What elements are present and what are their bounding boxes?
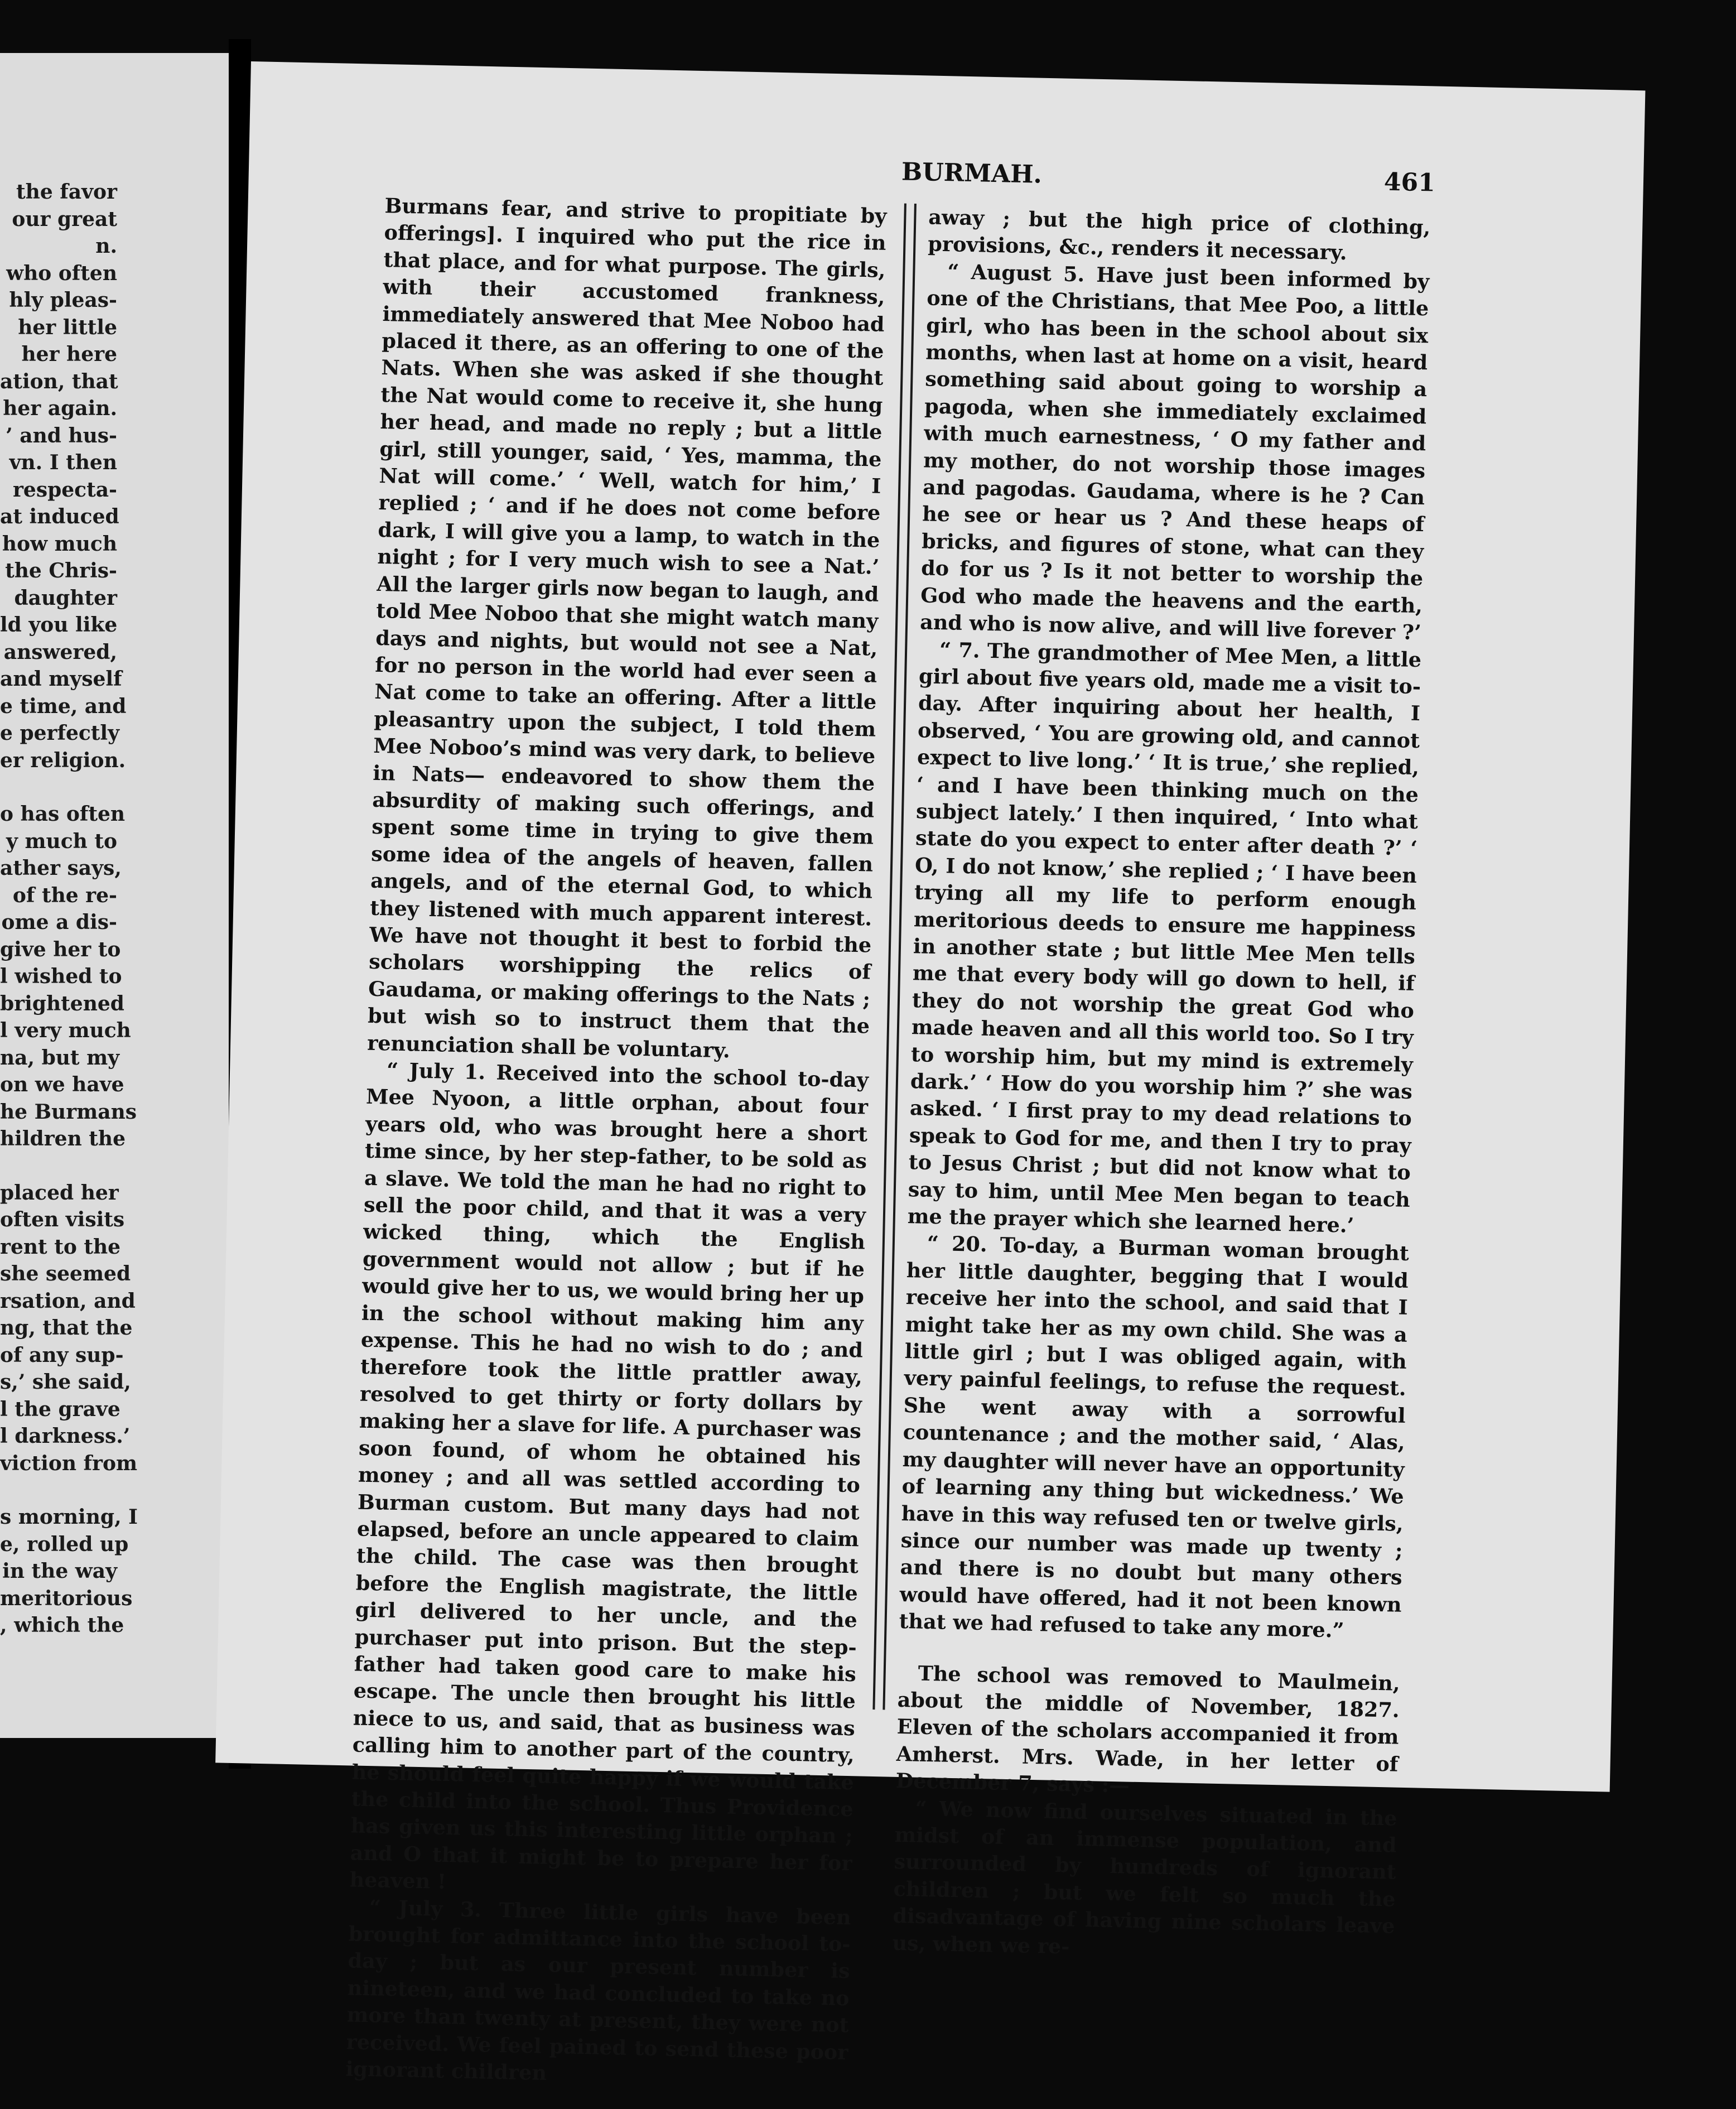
paragraph: “ We now find ourselves situated in the midst of an immense population, and surrounded by hundreds of ignorant children ; but we felt so much the disadvantage of having nine scholars leave us, when we re-: [892, 1796, 1397, 1959]
line-fragment: ation, that: [0, 369, 118, 393]
line-fragment: her here: [21, 343, 117, 366]
line-fragment: na, but my: [0, 1046, 120, 1070]
paragraph: “ July 3. Three little girls have been brought for admittance into the school to-day ; but as our present number is nineteen, and we had concluded to take no more than twenty at present, they were not received. We feel pained to send these poor ignorant children: [345, 1895, 852, 2085]
line-fragment: the Chris-: [5, 559, 117, 582]
line-fragment: l very much: [0, 1019, 131, 1042]
line-fragment: vn. I then: [9, 451, 117, 474]
line-fragment: how much: [2, 532, 117, 556]
line-fragment: who often: [6, 261, 117, 285]
paragraph-gap: [0, 1153, 117, 1179]
line-fragment: s,’ she said,: [0, 1370, 131, 1394]
line-fragment: her little: [18, 315, 117, 339]
line-fragment: rsation, and: [0, 1289, 136, 1313]
running-head: [249, 144, 1643, 198]
line-fragment: the favor: [16, 180, 117, 204]
line-fragment: rent to the: [0, 1235, 121, 1259]
line-fragment: her again.: [3, 397, 117, 420]
line-fragment: placed her: [0, 1181, 119, 1205]
line-fragment: o has often: [0, 802, 126, 826]
text-column-right: [892, 204, 1431, 1967]
page-461: [215, 61, 1645, 2085]
line-fragment: l the grave: [0, 1397, 120, 1421]
line-fragment: of the re-: [12, 883, 117, 907]
previous-page-text-column: [0, 179, 138, 1639]
line-fragment: respecta-: [12, 478, 117, 502]
page-number: 461: [1383, 167, 1436, 198]
line-fragment: on we have: [0, 1073, 124, 1096]
paragraph: “ July 1. Received into the school to-day Mee Nyoon, a little orphan, about four years old, who was brought here a short time since, by her step-father, to be sold as a slave. We told the man he had no right to sell the poor child, and that it was a very wicked thing, which the English government would not allow ; but if he would give her to us, we would bring her up in the school without making him any expense. This he had no wish to do ; and therefore took the little prattler away, resolved to get thirty or forty dollars by making her a slave for life. A purchaser was soon found, of whom he obtained his money ; and all was settled according to Burman custom. But many days had not elapsed, before an uncle appeared to claim the child. The case was then brought before the English magistrate, the little girl delivered to her uncle, and the purchaser put into prison. But the step-father had taken good care to make his escape. The uncle then brought his little niece to us, and said, that as business was calling him to another part of the country, he should feel quite happy if we would take the child into the school. Thus Providence has given us this interesting little orphan ; and O that it might be to prepare her for heaven !: [349, 1058, 869, 1894]
paragraph: The school was removed to Maulmein, about the middle of November, 1827. Eleven of the scholars accompanied it from Amherst. Mrs. Wade, in her letter of December 7, says :—: [895, 1661, 1401, 1798]
paragraph: Burmans fear, and strive to propitiate by offerings]. I inquired who put the rice in that place, and for what purpose. The girls, with their accustomed frankness, immediately answered that Mee Noboo had placed it there, as an offering to one of the Nats. When she was asked if she thought the Nat would come to receive it, she hung her head, and made no reply ; but a little girl, still younger, said, ‘ Yes, mamma, the Nat will come.’ ‘ Well, watch for him,’ I replied ; ‘ and if he does not come before dark, I will give you a lamp, to watch in the night ; for I very much wish to see a Nat.’ All the larger girls now began to laugh, and told Mee Noboo that she might watch many days and nights, but would not see a Nat, for no person in the world had ever seen a Nat come to take an offering. After a little pleasantry upon the subject, I told them Mee Noboo’s mind was very dark, to believe in Nats— endeavored to show them the absurdity of making such offerings, and spent some time in trying to give them some idea of the angels of heaven, fallen angels, and of the eternal God, to which they listened with much apparent interest. We have not thought it best to forbid the scholars worshipping the relics of Gaudama, or making offerings to the Nats ; but wish so to instruct them that the renunciation shall be voluntary.: [367, 194, 887, 1062]
line-fragment: she seemed: [0, 1262, 131, 1285]
paragraph-gap: [0, 1477, 117, 1504]
line-fragment: ome a dis-: [1, 911, 117, 934]
line-fragment: y much to: [6, 829, 117, 853]
running-head-title: BURMAH.: [901, 157, 1043, 189]
line-fragment: ng, that the: [0, 1316, 133, 1340]
paragraph: “ 7. The grandmother of Mee Men, a little girl about five years old, made me a visit to-day. After inquiring about her health, I observed, ‘ You are growing old, and cannot expect to live long.’ ‘ It is true,’ she replied, ‘ and I have been thinking much on the subject lately.’ I then inquired, ‘ Into what state do you expect to enter after death ?’ ‘ O, I do not know,’ she replied ; ‘ I have been trying all my life to perform enough meritorious deeds to ensure me happiness in another state ; but little Mee Men tells me that every body will go down to hell, if they do not worship the great God who made heaven and all this world too. So I try to worship him, but my mind is extremely dark.’ ‘ How do you worship him ?’ she was asked. ‘ I first pray to my dead relations to speak to God for me, and then I try to pray to Jesus Christ ; but did not know what to say to him, until Mee Men began to teach me the prayer which she learned here.’: [907, 637, 1422, 1238]
line-fragment: he Burmans: [0, 1100, 137, 1124]
line-fragment: ather says,: [0, 856, 122, 880]
line-fragment: in the way: [2, 1559, 117, 1583]
line-fragment: of any sup-: [0, 1343, 124, 1367]
line-fragment: n.: [95, 234, 117, 258]
line-fragment: and myself: [0, 667, 122, 691]
line-fragment: l darkness.’: [0, 1424, 131, 1448]
line-fragment: l wished to: [0, 965, 122, 988]
line-fragment: often visits: [0, 1208, 125, 1231]
paragraph-gap: [0, 774, 117, 801]
line-fragment: e, rolled up: [0, 1532, 129, 1556]
line-fragment: er religion.: [0, 748, 126, 772]
line-fragment: hly pleas-: [9, 288, 117, 312]
line-fragment: e perfectly: [0, 721, 120, 745]
line-fragment: answered,: [3, 640, 117, 664]
line-fragment: hildren the: [0, 1127, 126, 1150]
line-fragment: , which the: [0, 1614, 124, 1637]
line-fragment: e time, and: [0, 694, 127, 718]
line-fragment: our great: [12, 207, 117, 231]
line-fragment: ’ and hus-: [6, 423, 117, 447]
text-column-left: [345, 192, 887, 2093]
line-fragment: ld you like: [0, 613, 118, 637]
line-fragment: at induced: [0, 505, 119, 528]
line-fragment: s morning, I: [0, 1505, 138, 1529]
line-fragment: viction from: [0, 1451, 138, 1475]
paragraph: “ 20. To-day, a Burman woman brought her little daughter, begging that I would receive her into the school, and said that I might take her as my own child. She was a little girl ; but I was obliged again, with very painful feelings, to refuse the request. She went away with a sorrowful countenance ; and the mother said, ‘ Alas, my daughter will never have an opportunity of learning any thing but wickedness.’ We have in this way refused ten or twelve girls, since our number was made up twenty ; and there is no doubt but many others would have offered, had it not been known that we had refused to take any more.”: [899, 1231, 1410, 1643]
line-fragment: meritorious: [0, 1586, 133, 1610]
line-fragment: daughter: [14, 586, 117, 610]
paragraph: “ August 5. Have just been informed by one of the Christians, that Mee Poo, a little girl, who has been in the school about six months, when last at home on a visit, heard something said about going to worship a pagoda, when she immediately exclaimed with much earnestness, ‘ O my father and my mother, do not worship those images and pagodas. Gaudama, where is he ? Can he see or hear us ? And these heaps of bricks, and figures of stone, what can they do for us ? Is it not better to worship the God who made the heavens and the earth, and who is now alive, and will live forever ?’: [919, 259, 1430, 645]
paragraph: away ; but the high price of clothing, provisions, &c., renders it necessary.: [927, 205, 1431, 265]
line-fragment: brightened: [0, 991, 124, 1015]
line-fragment: give her to: [0, 937, 121, 961]
previous-page-fragment: [0, 53, 229, 1738]
